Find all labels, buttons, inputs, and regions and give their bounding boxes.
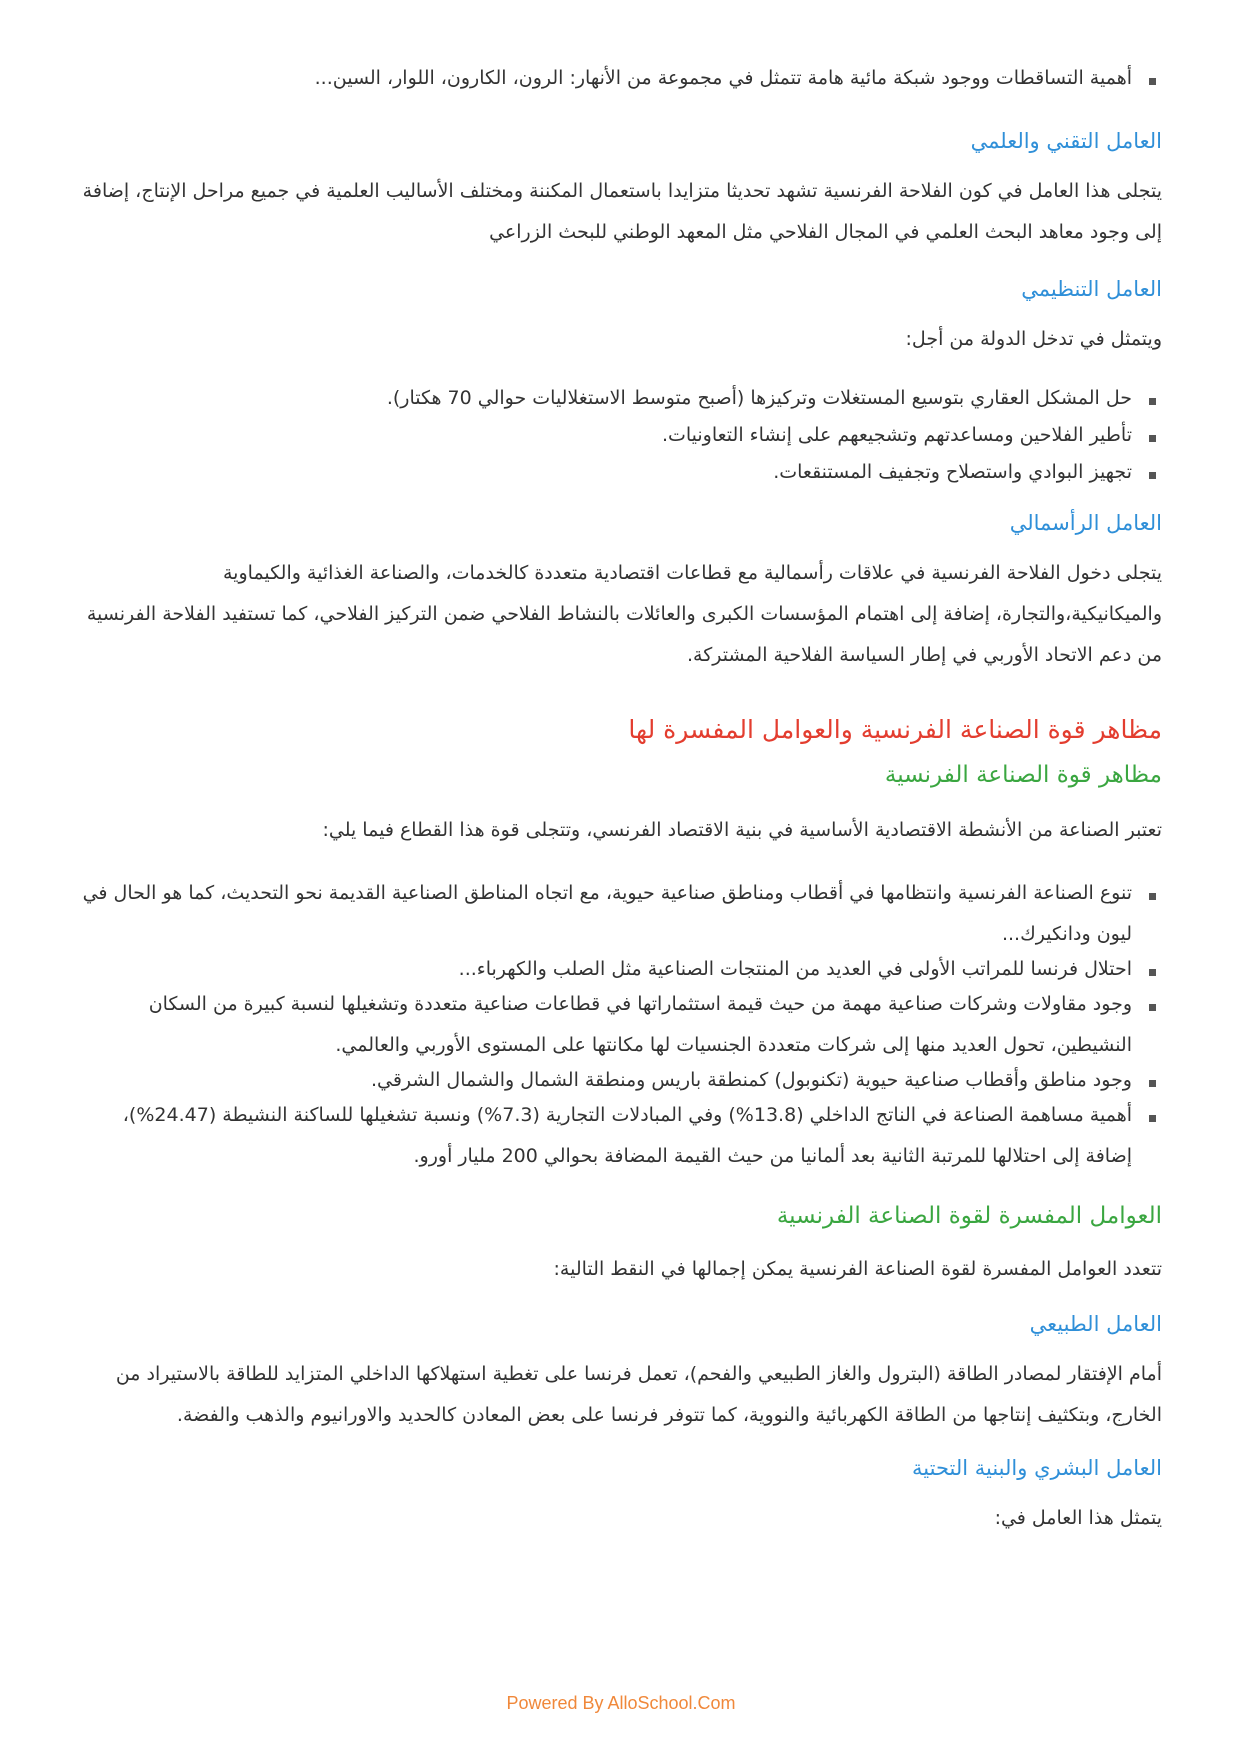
heading-industry-main: مظاهر قوة الصناعة الفرنسية والعوامل المفسرة لها [628,715,1162,744]
list-item: تأطير الفلاحين ومساعدتهم وتشجيعهم على إنشاء التعاونيات. [75,415,1162,456]
list-item: وجود مقاولات وشركات صناعية مهمة من حيث قيمة استثماراتها في قطاعات صناعية متعددة وتشغيلها لنسبة كبيرة من السكان النشيطين، تحول العديد منها إلى شركات متعددة الجنسيات لها مكانتها على المستوى الأوربي والعالمي. [75,984,1162,1066]
list-item: احتلال فرنسا للمراتب الأولى في العديد من المنتجات الصناعية مثل الصلب والكهرباء... [75,949,1162,990]
list-item: وجود مناطق وأقطاب صناعية حيوية (تكنوبول) كمنطقة باريس ومنطقة الشمال والشمال الشرقي. [75,1060,1162,1101]
heading-organizational-factor: العامل التنظيمي [1021,277,1162,301]
bullet-list-industry-aspects [75,873,1162,1177]
footer-powered-by: Powered By AlloSchool.Com [506,1693,736,1713]
list-item: تنوع الصناعة الفرنسية وانتظامها في أقطاب ومناطق صناعية حيوية، مع اتجاه المناطق الصناعية القديمة نحو التحديث، كما هو الحال في ليون ودانكيرك... [75,873,1162,955]
list-item: أهمية التساقطات ووجود شبكة مائية هامة تتمثل في مجموعة من الأنهار: الرون، الكارون، اللوار، السين... [75,58,1162,99]
list-item: أهمية مساهمة الصناعة في الناتج الداخلي (13.8%) وفي المبادلات التجارية (7.3%) ونسبة تشغيلها للساكنة النشيطة (24.47%)، إضافة إلى احتلالها للمرتبة الثانية بعد ألمانيا من حيث القيمة المضافة بحوالي 200 مليار أورو. [75,1095,1162,1177]
list-item: حل المشكل العقاري بتوسيع المستغلات وتركيزها (أصبح متوسط الاستغلاليات حوالي 70 هكتار). [75,378,1162,419]
heading-natural-factor: العامل الطبيعي [1029,1312,1162,1336]
paragraph-capitalist-factor: يتجلى دخول الفلاحة الفرنسية في علاقات رأسمالية مع قطاعات اقتصادية متعددة كالخدمات، والصناعة الغذائية والكيماوية والميكانيكية،والتجارة، إضافة إلى اهتمام المؤسسات الكبرى والعائلات بالنشاط الفلاحي ضمن التركيز الفلاحي، كما تستفيد الفلاحة الفرنسية من دعم الاتحاد الأوربي في إطار السياسة الفلاحية المشتركة. [86,562,1162,666]
list-item: تجهيز البوادي واستصلاح وتجفيف المستنقعات. [75,452,1162,493]
paragraph-human-factor: يتمثل هذا العامل في: [994,1507,1162,1529]
paragraph-technical-factor: يتجلى هذا العامل في كون الفلاحة الفرنسية تشهد تحديثا متزايدا باستعمال المكننة ومختلف الأساليب العلمية في جميع مراحل الإنتاج، إضافة إلى وجود معاهد البحث العلمي في المجال الفلاحي مثل المعهد الوطني للبحث الزراعي [82,180,1162,243]
document-content [75,58,1162,1539]
paragraph-natural-factor: أمام الإفتقار لمصادر الطاقة (البترول والغاز الطبيعي والفحم)، تعمل فرنسا على تغطية استهلاكها الداخلي المتزايد للطاقة بالاستيراد من الخارج، وبتكثيف إنتاجها من الطاقة الكهربائية والنووية، كما تتوفر فرنسا على بعض المعادن كالحديد والاورانيوم والذهب والفضة. [115,1363,1162,1426]
heading-industry-factors: العوامل المفسرة لقوة الصناعة الفرنسية [776,1203,1162,1229]
heading-capitalist-factor: العامل الرأسمالي [1009,511,1162,535]
bullet-list-water [75,58,1162,99]
heading-human-factor: العامل البشري والبنية التحتية [912,1456,1162,1480]
heading-industry-aspects: مظاهر قوة الصناعة الفرنسية [884,762,1162,788]
paragraph-organizational-factor: ويتمثل في تدخل الدولة من أجل: [905,328,1162,350]
bullet-list-organizational [75,378,1162,493]
paragraph-industry-aspects: تعتبر الصناعة من الأنشطة الاقتصادية الأساسية في بنية الاقتصاد الفرنسي، وتتجلى قوة هذا القطاع فيما يلي: [322,819,1162,841]
heading-technical-factor: العامل التقني والعلمي [970,129,1162,153]
paragraph-industry-factors: تتعدد العوامل المفسرة لقوة الصناعة الفرنسية يمكن إجمالها في النقط التالية: [553,1258,1162,1280]
